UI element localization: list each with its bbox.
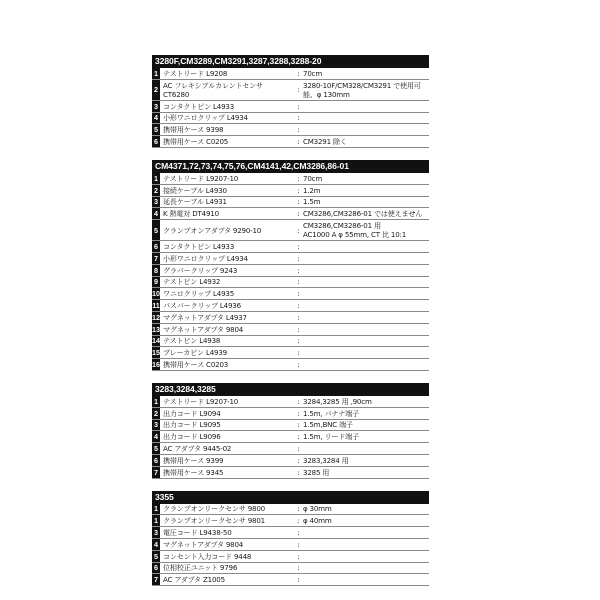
accessory-section [152,160,429,371]
item-name: クランプオンリークセンサ 9801 [163,516,265,526]
table-row [152,396,429,408]
item-name: 携帯用ケース 9398 [163,125,224,135]
item-name: テストピン L4932 [163,277,221,287]
item-name: 出力コード L9096 [163,432,221,442]
table-row [152,173,429,185]
item-name: 位相校正ユニット 9796 [163,563,238,573]
item-note: 3285 用 [303,467,330,477]
item-name: バスバークリップ L4936 [163,301,241,311]
row-number-badge: 15 [152,348,160,358]
separator-colon: : [297,185,300,195]
table-row [152,68,429,80]
table-row [152,539,429,551]
section-title: 3283,3284,3285 [152,383,429,396]
row-number-badge: 1 [154,516,158,526]
separator-colon: : [297,551,300,561]
row-number-badge: 4 [154,209,158,219]
item-name: 携帯用ケース C0205 [163,137,229,147]
item-name: 小形ワニロクリップ L4934 [163,113,248,123]
table-row [152,265,429,277]
table-row [152,515,429,527]
table-row [152,574,429,586]
row-number-badge: 3 [154,528,158,537]
row-number-badge: 1 [154,504,158,514]
separator-colon: : [297,85,300,95]
item-name: クランプオンアダプタ 9290-10 [163,225,262,235]
accessory-list [152,55,429,598]
separator-colon: : [297,225,300,235]
row-number-badge: 1 [154,68,158,78]
separator-colon: : [297,101,300,111]
item-name: マグネットアダプタ L4937 [163,312,247,322]
row-number-badge: 6 [154,242,158,252]
row-number-badge: 7 [154,467,158,477]
separator-colon: : [297,528,300,537]
table-row [152,101,429,113]
accessory-section [152,55,429,148]
table-row [152,359,429,371]
row-number-badge: 4 [154,113,158,123]
row-number-badge: 3 [154,420,158,430]
row-number-badge: 13 [152,324,160,334]
separator-colon: : [297,467,300,477]
item-name: コンセント入力コード 9448 [163,551,252,561]
table-row [152,113,429,125]
item-name: AC アダプタ 9445-02 [163,444,232,454]
separator-colon: : [297,173,300,183]
separator-colon: : [297,312,300,322]
item-name: 出力コード L9094 [163,408,221,418]
table-row [152,208,429,220]
item-name: コンタクトピン L4933 [163,101,235,111]
item-note: 3283,3284 用 [303,455,349,465]
row-number-badge: 10 [152,289,160,299]
item-note: φ 30mm [303,504,332,514]
row-number-badge: 5 [154,444,158,454]
item-name: テストリード L9208 [163,68,228,78]
table-row [152,220,429,241]
separator-colon: : [297,504,300,514]
row-number-badge: 7 [154,575,158,585]
row-number-badge: 7 [154,253,158,263]
accessory-section [152,383,429,479]
item-note: CM3286,CM3286-01 では使えません [303,209,423,219]
table-row [152,420,429,432]
table-row [152,300,429,312]
separator-colon: : [297,301,300,311]
table-row [152,551,429,563]
row-number-badge: 16 [152,360,160,370]
row-number-badge: 6 [154,455,158,465]
item-name: グラバークリップ 9243 [163,265,238,275]
table-row [152,197,429,209]
separator-colon: : [297,324,300,334]
item-name: コンタクトピン L4933 [163,242,235,252]
row-number-badge: 12 [152,312,160,322]
separator-colon: : [297,455,300,465]
separator-colon: : [297,408,300,418]
table-row [152,455,429,467]
table-row [152,408,429,420]
table-row [152,277,429,289]
row-number-badge: 14 [152,336,160,346]
item-name: 小形ワニロクリップ L4934 [163,253,248,263]
separator-colon: : [297,516,300,526]
table-row [152,504,429,516]
table-row [152,136,429,148]
item-note: 3284,3285 用 ,90cm [303,396,372,406]
table-row [152,347,429,359]
item-name: マグネットアダプタ 9804 [163,539,244,549]
separator-colon: : [297,539,300,549]
row-number-badge: 6 [154,137,158,147]
separator-colon: : [297,253,300,263]
item-name: K 熱電対 DT4910 [163,209,219,219]
separator-colon: : [297,125,300,135]
row-number-badge: 1 [154,173,158,183]
item-name: 携帯用ケース 9399 [163,455,224,465]
row-number-badge: 5 [154,551,158,561]
item-note: 1.2m [303,185,321,195]
table-row [152,124,429,136]
item-note: φ 40mm [303,516,332,526]
separator-colon: : [297,113,300,123]
item-name: ブレーカピン L4939 [163,348,227,358]
item-name: AC アダプタ Z1005 [163,575,225,585]
table-row [152,241,429,253]
item-name: AC フレキシブルカレントセンサ CT6280 [163,80,263,99]
row-number-badge: 8 [154,265,158,275]
table-row [152,185,429,197]
table-row [152,443,429,455]
separator-colon: : [297,420,300,430]
item-name: 電圧コード L9438-50 [163,528,232,537]
row-number-badge: 5 [152,220,160,240]
item-name: テストピン L4938 [163,336,221,346]
row-number-badge: 6 [154,563,158,573]
item-name: テストリード L9207-10 [163,396,239,406]
table-row [152,312,429,324]
row-number-badge: 1 [154,396,158,406]
section-title: 3280F,CM3289,CM3291,3287,3288,3288-20 [152,55,429,68]
item-note: 70cm [303,173,323,183]
item-note: 1.5m [303,197,321,207]
item-name: ワニロクリップ L4935 [163,289,235,299]
separator-colon: : [297,197,300,207]
section-title: 3355 [152,491,429,504]
item-note: CM3291 除く [303,137,347,147]
separator-colon: : [297,336,300,346]
item-note: 3280-10F/CM328/CM3291 で使用可 能、φ 130mm [303,80,421,99]
item-name: 出力コード L9095 [163,420,221,430]
item-name: 延長ケーブル L4931 [163,197,227,207]
table-row [152,431,429,443]
item-note: 1.5m,BNC 端子 [303,420,353,430]
item-name: 携帯用ケース 9345 [163,467,224,477]
accessory-section [152,491,429,587]
row-number-badge: 2 [154,408,158,418]
row-number-badge: 5 [154,125,158,135]
table-row [152,253,429,265]
item-note: 1.5m, リード端子 [303,432,359,442]
item-name: クランプオンリークセンサ 9800 [163,504,265,514]
table-row [152,527,429,539]
separator-colon: : [297,360,300,370]
separator-colon: : [297,68,300,78]
table-row [152,324,429,336]
row-number-badge: 4 [154,432,158,442]
table-row [152,288,429,300]
table-row [152,563,429,575]
item-name: 携帯用ケース C0203 [163,360,229,370]
section-title: CM4371,72,73,74,75,76,CM4141,42,CM3286,86-01 [152,160,429,173]
separator-colon: : [297,575,300,585]
row-number-badge: 4 [154,539,158,549]
separator-colon: : [297,277,300,287]
separator-colon: : [297,432,300,442]
table-row [152,80,429,101]
row-number-badge: 3 [154,101,158,111]
item-name: テストリード L9207-10 [163,173,239,183]
item-name: マグネットアダプタ 9804 [163,324,244,334]
item-name: 接続ケーブル L4930 [163,185,227,195]
item-note: 1.5m, バナナ端子 [303,408,359,418]
separator-colon: : [297,242,300,252]
separator-colon: : [297,289,300,299]
row-number-badge: 11 [152,301,160,311]
item-note: 70cm [303,68,323,78]
row-number-badge: 2 [154,185,158,195]
item-note: CM3286,CM3286-01 用 AC1000 A φ 55mm, CT 比 10:1 [303,221,407,240]
row-number-badge: 3 [154,197,158,207]
separator-colon: : [297,137,300,147]
table-row [152,467,429,479]
table-row [152,336,429,348]
separator-colon: : [297,265,300,275]
row-number-badge: 2 [152,80,160,100]
separator-colon: : [297,348,300,358]
separator-colon: : [297,563,300,573]
separator-colon: : [297,396,300,406]
row-number-badge: 9 [154,277,158,287]
separator-colon: : [297,444,300,454]
separator-colon: : [297,209,300,219]
